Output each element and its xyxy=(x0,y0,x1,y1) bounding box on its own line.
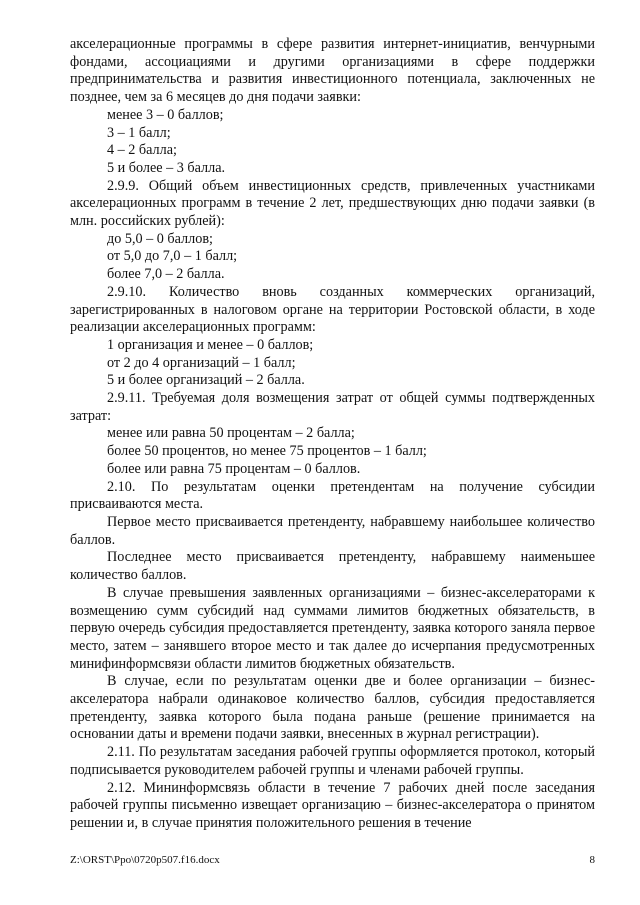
list-item: от 2 до 4 организаций – 1 балл; xyxy=(107,354,296,371)
list-item: от 5,0 до 7,0 – 1 балл; xyxy=(107,248,238,265)
page-number: 8 xyxy=(589,854,595,866)
paragraph: акселерационные программы в сфере развития интернет-инициатив, венчурными фондами, ассоциациями и другими организациями в сфере поддержки предпринимательства и развития инвестиционного потенциала, заключенных не позднее, чем за 6 месяцев до дня подачи заявки: xyxy=(70,36,595,106)
list-item: менее 3 – 0 баллов; xyxy=(107,106,224,123)
file-path: Z:\ORST\Ppo\0720p507.f16.docx xyxy=(70,854,220,866)
paragraph: 2.9.11. Требуемая доля возмещения затрат от общей суммы подтвержденных затрат: xyxy=(70,390,595,424)
list-item: 5 и более организаций – 2 балла. xyxy=(107,372,305,389)
paragraph: В случае превышения заявленных организациями – бизнес-акселераторами к возмещению сумм субсидий над суммами лимитов бюджетных обязательств, в первую очередь субсидия предоставляется претенденту, заявка которого заняла первое место, затем – занявшего второе место и так далее до исчерпания предусмотренных минифинформсвязи области лимитов бюджетных обязательств. xyxy=(70,584,595,672)
paragraph: Первое место присваивается претенденту, набравшему наибольшее количество баллов. xyxy=(70,513,595,548)
list-item: 5 и более – 3 балла. xyxy=(107,159,226,176)
paragraph: 2.9.9. Общий объем инвестиционных средств, привлеченных участниками акселерационных программ в течение 2 лет, предшествующих дню подачи заявки (в млн. российских рублей): xyxy=(70,177,595,230)
list-item: 1 организация и менее – 0 баллов; xyxy=(107,336,314,353)
paragraph: 2.10. По результатам оценки претендентам на получение субсидии присваиваются места. xyxy=(70,478,595,513)
paragraph: 2.11. По результатам заседания рабочей группы оформляется протокол, который подписывается руководителем рабочей группы и членами рабочей группы. xyxy=(70,744,595,778)
list-item: более или равна 75 процентам – 0 баллов. xyxy=(107,460,361,477)
paragraph: Последнее место присваивается претенденту, набравшему наименьшее количество баллов. xyxy=(70,549,595,584)
list-item: менее или равна 50 процентам – 2 балла; xyxy=(107,425,355,442)
paragraph: 2.12. Мининформсвязь области в течение 7 рабочих дней после заседания рабочей группы письменно извещает организацию – бизнес-акселератора о принятом решении и, в случае принятия положительного решения в течение xyxy=(70,779,595,831)
document-body xyxy=(70,36,595,833)
list-item: 3 – 1 балл; xyxy=(107,124,171,141)
paragraph: В случае, если по результатам оценки две и более организации – бизнес-акселератора набрали одинаковое количество баллов, субсидия предоставляется претенденту, заявка которого была подана раньше (решение принимается на основании даты и времени подачи заявки, внесенных в журнал регистрации). xyxy=(70,673,595,743)
list-item: до 5,0 – 0 баллов; xyxy=(107,230,213,247)
paragraph: 2.9.10. Количество вновь созданных коммерческих организаций, зарегистрированных в налоговом органе на территории Ростовской области, в ходе реализации акселерационных программ: xyxy=(70,283,595,336)
list-item: более 50 процентов, но менее 75 процентов – 1 балл; xyxy=(107,443,427,460)
list-item: 4 – 2 балла; xyxy=(107,142,177,159)
list-item: более 7,0 – 2 балла. xyxy=(107,266,225,283)
